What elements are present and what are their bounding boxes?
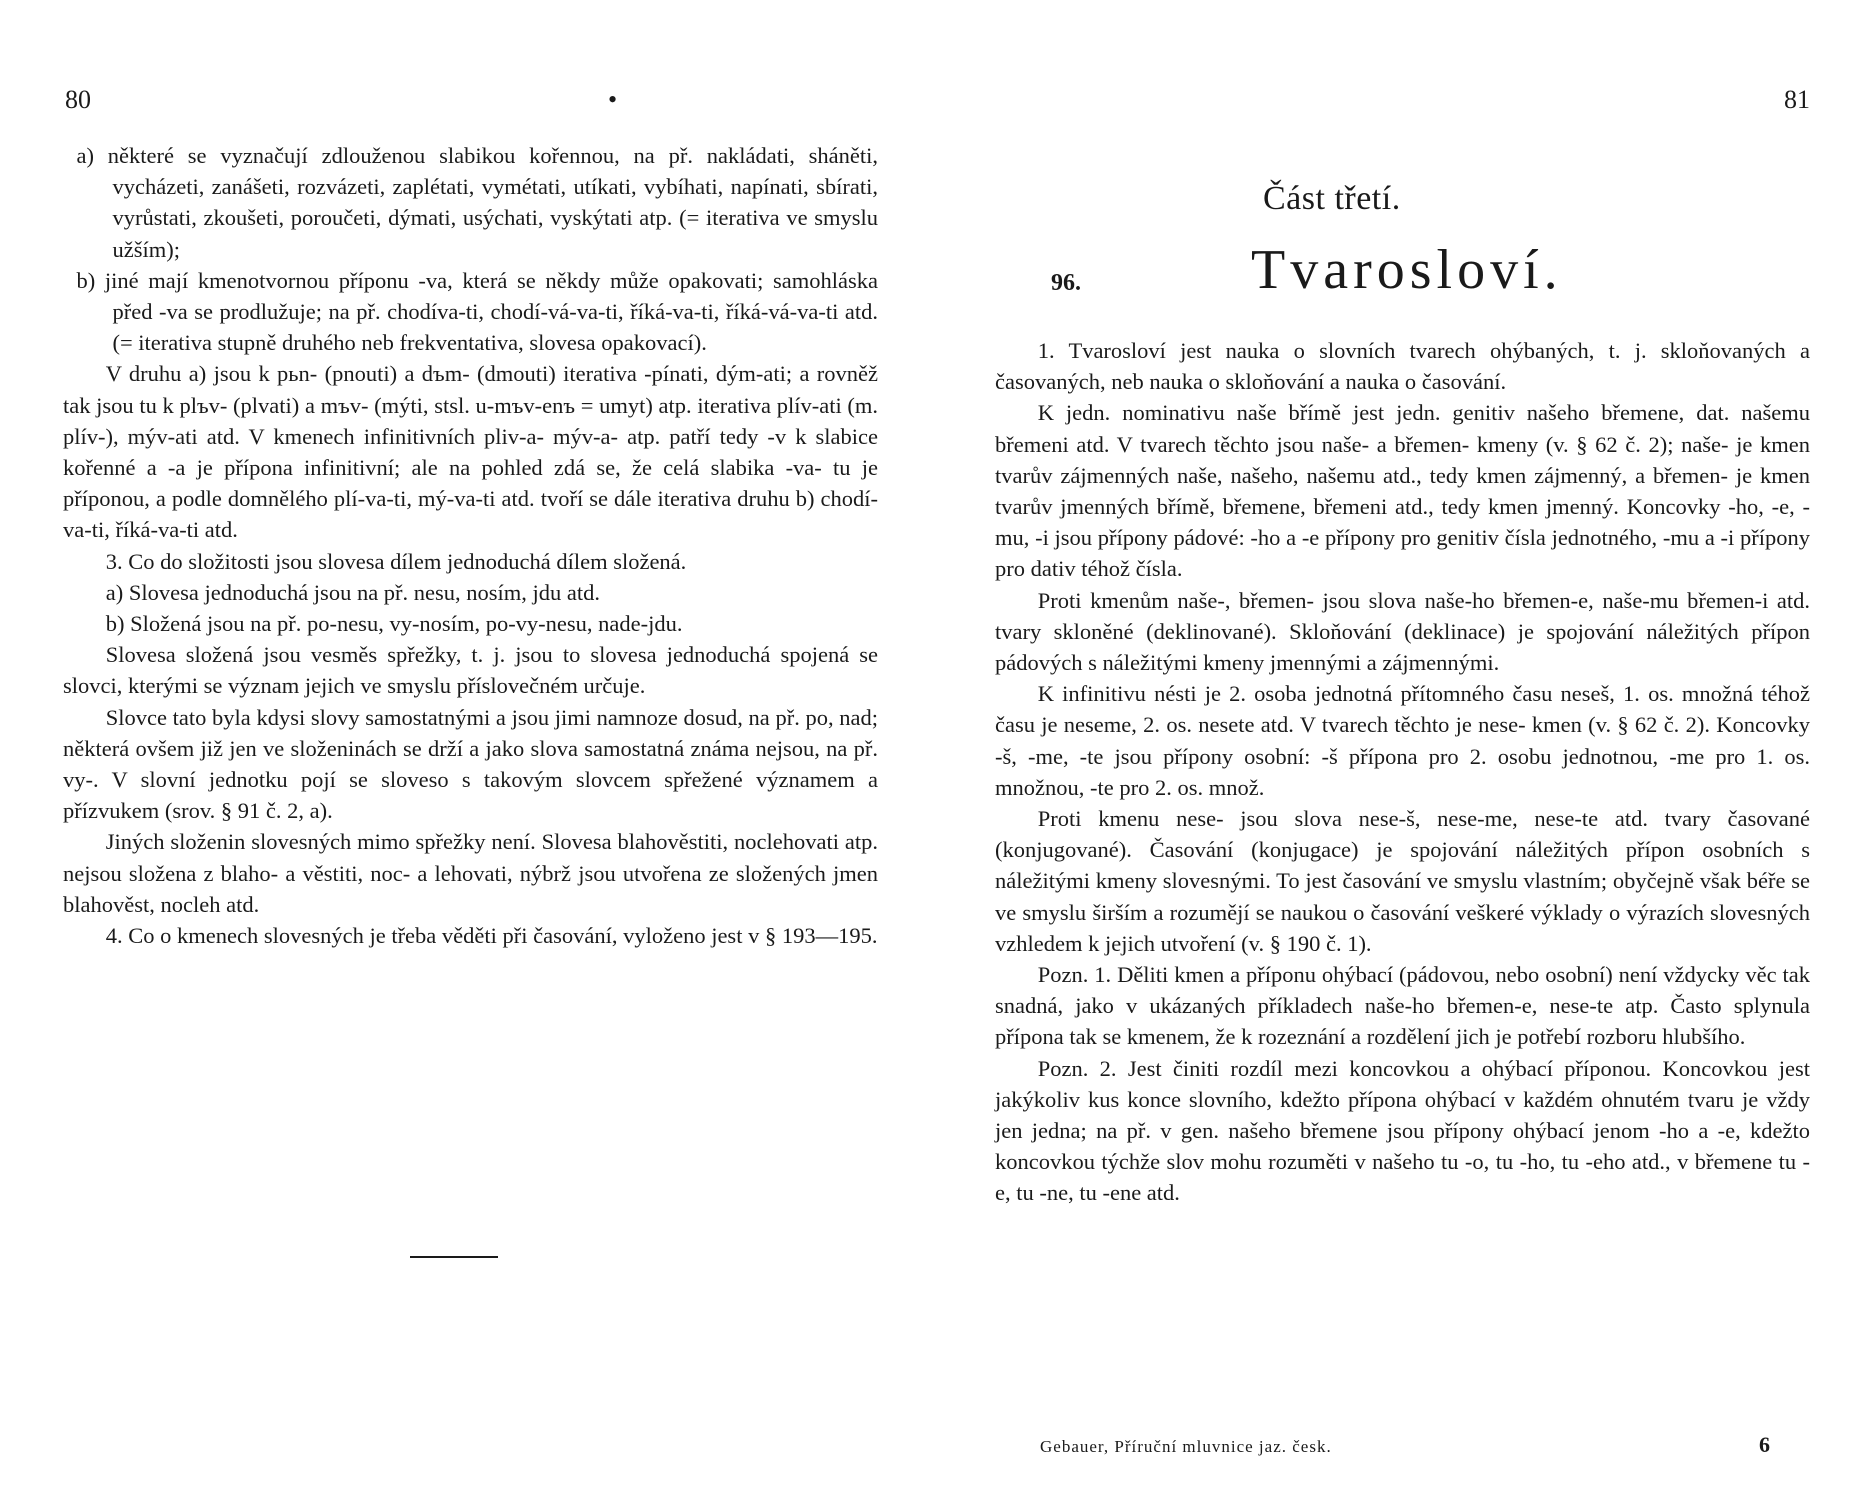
paragraph: Proti kmenům naše-, břemen- jsou slova naše-ho břemen-e, naše-mu břemen-i atd. tvary skloněné (deklinované). Skloňování (deklinace) je spojování náležitých přípon pádových s náležitými kmeny jmennými a zájmennými. bbox=[995, 587, 1810, 676]
paragraph: 4. Co o kmenech slovesných je třeba věděti při časování, vyloženo jest v § 193—195. bbox=[105, 923, 878, 949]
center-mark: • bbox=[608, 85, 618, 114]
paragraph: Slovesa složená jsou vesměs spřežky, t. j. jsou to slovesa jednoduchá spojená se slovci, kterými se význam jejich ve smyslu příslovečném určuje. bbox=[63, 642, 878, 699]
page-number-left: 80 bbox=[65, 85, 91, 114]
part-heading: Část třetí. bbox=[1263, 180, 1401, 217]
paragraph: b) jiné mají kmenotvornou příponu -va, která se někdy může opakovati; samohláska před -va se prodlužuje; na př. chodíva-ti, chodí-vá-va-ti, říká-va-ti, říká-vá-va-ti atd. (= iterativa stupně druhého neb frekventativa, slovesa opakovací). bbox=[76, 267, 878, 356]
footer-text: Gebauer, Příruční mluvnice jaz. česk. bbox=[1040, 1437, 1332, 1456]
right-text-column bbox=[995, 335, 1810, 1209]
paragraph: Proti kmenu nese- jsou slova nese-š, nese-me, nese-te atd. tvary časované (konjugované). Časování (konjugace) je spojování náležitých přípon osobních s náležitými kmeny slovesnými. To jest časování ve smyslu vlastním; obyčejně však béře se ve smyslu širším a rozumějí se naukou o časování veškeré výklady o výrazích slovesných vzhledem k jejich utvoření (v. § 190 č. 1). bbox=[995, 806, 1810, 956]
paragraph: Pozn. 1. Děliti kmen a příponu ohýbací (pádovou, nebo osobní) není vždycky věc tak snadná, jako v ukázaných příkladech naše-ho břemen-e, nese-te atp. Často splynula přípona tak se kmenem, že k rozeznání a rozdělení jich je potřebí rozboru hlubšího. bbox=[995, 962, 1810, 1050]
paragraph: Pozn. 2. Jest činiti rozdíl mezi koncovkou a ohýbací příponou. Koncovkou jest jakýkoliv kus konce slovního, kdežto přípona ohýbací v každém ohnutém tvaru je vždy jen jedna; na př. v gen. našeho břemene jsou přípony ohýbací jenom -ho a -e, kdežto koncovkou týchže slov mohu rozuměti v našeho tu -o, tu -ho, tu -eho atd., v břemene tu -e, tu -ne, tu -ene atd. bbox=[995, 1055, 1810, 1206]
paragraph: b) Složená jsou na př. po-nesu, vy-nosím, po-vy-nesu, nade-jdu. bbox=[105, 611, 683, 637]
paragraph: a) Slovesa jednoduchá jsou na př. nesu, nosím, jdu atd. bbox=[105, 579, 601, 605]
page-number-right: 81 bbox=[1784, 85, 1810, 114]
paragraph: Jiných složenin slovesných mimo spřežky není. Slovesa blahověstiti, noclehovati atp. nejsou složena z blaho- a věstiti, noc- a lehovati, nýbrž jsou utvořena ze složených jmen blahověst, nocleh atd. bbox=[63, 829, 878, 917]
signature-mark: 6 bbox=[1759, 1432, 1770, 1457]
paragraph: 1. Tvarosloví jest nauka o slovních tvarech ohýbaných, t. j. skloňovaných a časovaných, neb nauka o skloňování a nauka o časování. bbox=[995, 338, 1810, 395]
paragraph: a) některé se vyznačují zdlouženou slabikou kořennou, na př. nakládati, sháněti, vycházeti, zanášeti, rozvázeti, zaplétati, vymétati, utíkati, vybíhati, napínati, sbírati, vyrůstati, zkoušeti, poroučeti, dýmati, usýchati, vyskýtati atp. (= iterativa ve smyslu užším); bbox=[76, 143, 878, 262]
paragraph: Slovce tato byla kdysi slovy samostatnými a jsou jimi namnoze dosud, na př. po, nad; některá ovšem již jen ve složeninách se drží a jako slova samostatná známa nejsou, na př. vy-. V slovní jednotku pojí se sloveso s takovým slovcem spřežené významem a přízvukem (srov. § 91 č. 2, a). bbox=[63, 704, 878, 824]
paragraph: K jedn. nominativu naše břímě jest jedn. genitiv našeho břemene, dat. našemu břemeni atd. V tvarech těchto jsou naše- a břemen- kmeny (v. § 62 č. 2); naše- je kmen tvarův zájmenných naše, našeho, našemu atd., tedy kmen zájmenný, a břemen- je kmen tvarův jmenných břímě, břemene, břemeni atd., tedy kmen jmenný. Koncovky -ho, -e, -mu, -i jsou přípony pádové: -ho a -e přípony pro genitiv čísla jednotného, -mu a -i přípony pro dativ téhož čísla. bbox=[995, 400, 1810, 582]
chapter-title: Tvarosloví. bbox=[1251, 239, 1563, 301]
paragraph: 3. Co do složitosti jsou slovesa dílem jednoduchá dílem složená. bbox=[105, 548, 687, 574]
paragraph: K infinitivu nésti je 2. osoba jednotná přítomného času neseš, 1. os. množná téhož času je neseme, 2. os. nesete atd. V tvarech těchto je nese- kmen (v. § 62 č. 2). Koncovky -š, -me, -te jsou přípony osobní: -š přípona pro 2. osobu jednotnou, -me pro 1. os. množnou, -te pro 2. os. množ. bbox=[995, 681, 1810, 800]
end-rule bbox=[410, 1256, 498, 1258]
right-page bbox=[933, 0, 1866, 1500]
section-number: 96. bbox=[1051, 270, 1081, 296]
paragraph: V druhu a) jsou k pьn- (pnouti) a dъm- (dmouti) iterativa -pínati, dým-ati; a rovněž tak jsou tu k plъv- (plvati) a mъv- (mýti, stsl. u-mъv-enъ = umyt) atp. iterativa plív-ati (m. plív-), mýv-ati atd. V kmenech infinitivních pliv-a- mýv-a- atp. patří tedy -v k slabice kořenné a -a je přípona infinitivní; ale na pohled zdá se, že celá slabika -va- tu je příponou, a podle domnělého plí-va-ti, mý-va-ti atd. tvoří se dále iterativa druhu b) chodí-va-ti, říká-va-ti atd. bbox=[63, 361, 878, 543]
left-text-column bbox=[63, 140, 878, 951]
